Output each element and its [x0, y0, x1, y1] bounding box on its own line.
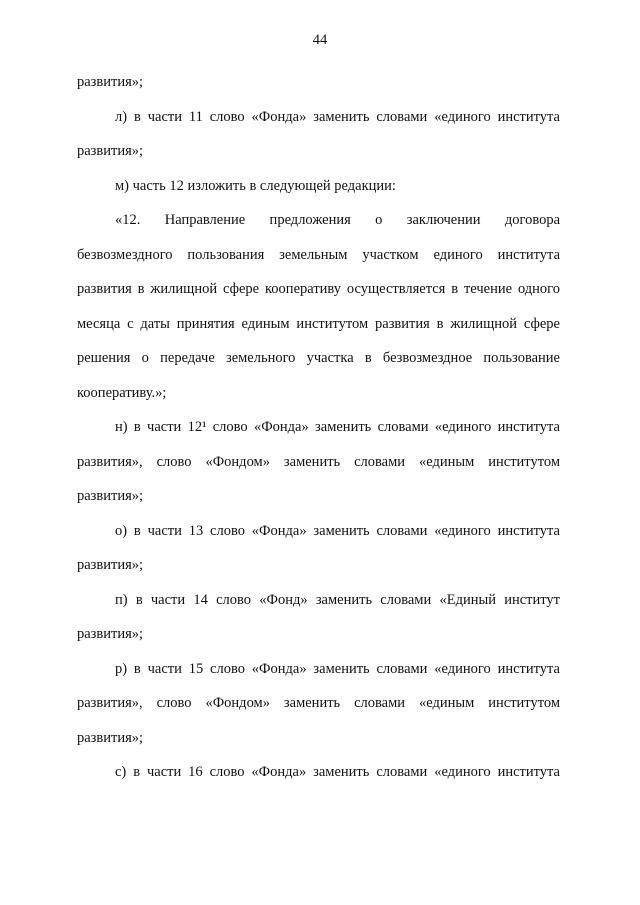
text-line: р) в части 15 слово «Фонда» заменить словами «единого института	[115, 660, 560, 677]
text-line: развития»;	[77, 488, 144, 504]
text-line: развития», слово «Фондом» заменить словами «единым институтом	[77, 453, 560, 470]
text-line: развития»;	[77, 626, 144, 642]
text-line: н) в части 12¹ слово «Фонда» заменить словами «единого института	[115, 419, 560, 435]
text-line: развития в жилищной сфере кооперативу осуществляется в течение одного	[77, 281, 560, 297]
paragraph	[77, 100, 560, 169]
paragraph	[77, 169, 560, 204]
paragraph	[77, 410, 560, 514]
text-line: с) в части 16 слово «Фонда» заменить словами «единого института	[115, 764, 560, 780]
text-line: развития»;	[77, 729, 144, 746]
paragraph	[77, 583, 560, 652]
paragraph	[77, 65, 560, 100]
text-line: развития»;	[77, 143, 144, 159]
text-line: п) в части 14 слово «Фонд» заменить словами «Единый институт	[115, 591, 560, 608]
text-line: м) часть 12 изложить в следующей редакции:	[115, 177, 396, 194]
text-line: развития»;	[77, 557, 144, 573]
paragraph	[77, 514, 560, 583]
paragraph	[77, 755, 560, 790]
document-body	[77, 65, 560, 790]
paragraph	[77, 652, 560, 756]
page-number: 44	[312, 32, 328, 48]
text-line: л) в части 11 слово «Фонда» заменить словами «единого института	[115, 108, 560, 125]
text-line: кооперативу.»;	[77, 384, 167, 401]
text-line: о) в части 13 слово «Фонда» заменить словами «единого института	[115, 522, 560, 539]
paragraph	[77, 203, 560, 410]
text-line: месяца с даты принятия единым институтом развития в жилищной сфере	[77, 315, 560, 332]
text-line: безвозмездного пользования земельным участком единого института	[77, 246, 560, 263]
text-line: «12. Направление предложения о заключении договора	[115, 212, 560, 228]
text-line: развития», слово «Фондом» заменить словами «единым институтом	[77, 695, 560, 711]
text-line: развития»;	[77, 74, 144, 90]
text-line: решения о передаче земельного участка в безвозмездное пользование	[77, 350, 560, 366]
